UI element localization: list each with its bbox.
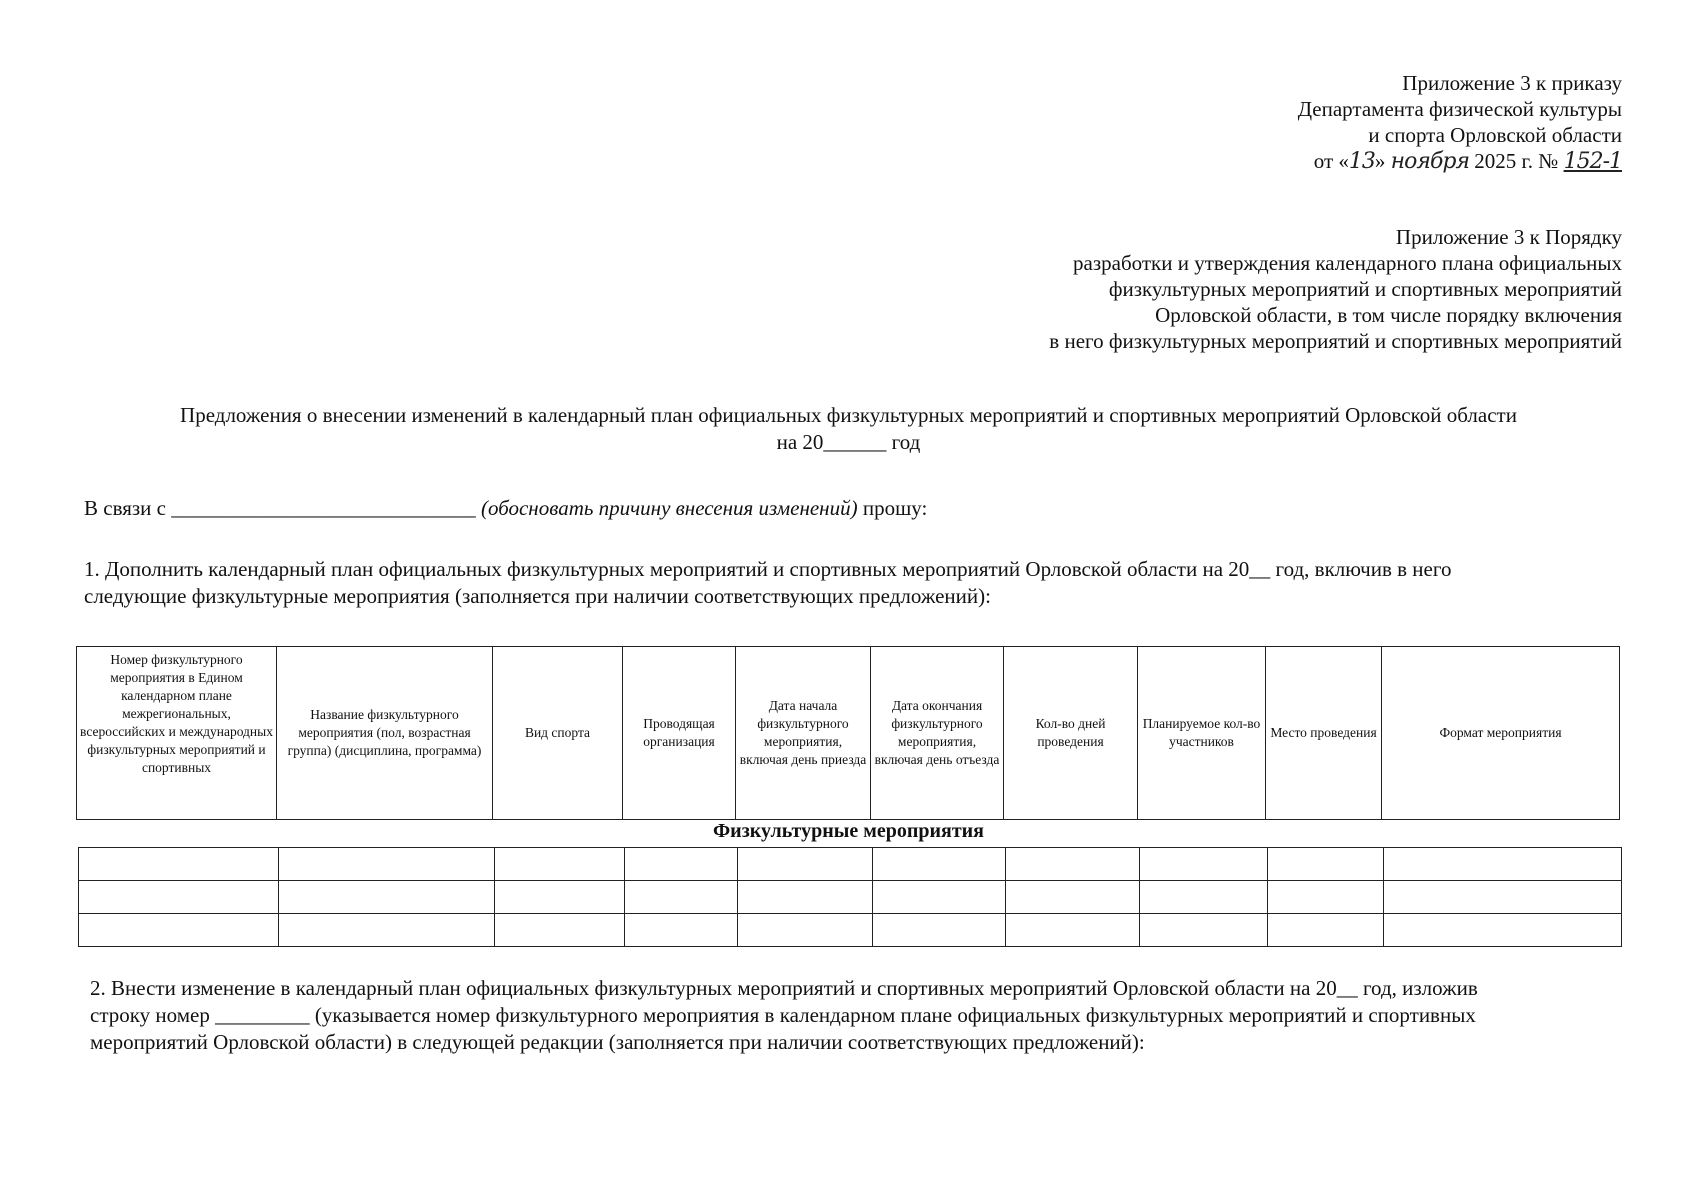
- table-cell[interactable]: [279, 881, 495, 914]
- order-date-prefix: от «: [1313, 149, 1349, 173]
- header-text-ekp-number: Номер физкультурного мероприятия в Едином календарном плане межрегиональных, всероссийских и международных физкультурных мероприятий и спортивных: [80, 652, 273, 775]
- reason-prefix: В связи с _____________________________: [84, 496, 476, 520]
- reason-suffix: прошу:: [862, 496, 928, 520]
- handwritten-order-number: 152-1: [1563, 149, 1622, 174]
- table-cell[interactable]: [1140, 881, 1268, 914]
- header-cell-ekp-number: [77, 647, 277, 820]
- procedure-line-4: Орловской области, в том числе порядку включения: [1155, 303, 1622, 327]
- table-cell[interactable]: [625, 848, 738, 881]
- order-appendix-line2: Департамента физической культуры: [1297, 97, 1622, 121]
- table-cell[interactable]: [625, 881, 738, 914]
- procedure-line-2: разработки и утверждения календарного плана официальных: [1073, 251, 1622, 275]
- handwritten-day: 13: [1348, 149, 1375, 174]
- table-cell[interactable]: [738, 848, 873, 881]
- header-cell-format: Формат мероприятия: [1382, 647, 1620, 820]
- table-cell[interactable]: [738, 914, 873, 947]
- table-cell[interactable]: [1006, 848, 1140, 881]
- order-year-number-label: 2025 г. №: [1474, 149, 1559, 173]
- table-row: [79, 881, 1622, 914]
- header-cell-organizer: Проводящая организация: [623, 647, 736, 820]
- table-cell[interactable]: [873, 848, 1006, 881]
- procedure-line-5: в него физкультурных мероприятий и спортивных мероприятий: [1049, 329, 1622, 353]
- table-cell[interactable]: [279, 848, 495, 881]
- table-cell[interactable]: [1140, 914, 1268, 947]
- item2-line1: 2. Внести изменение в календарный план официальных физкультурных мероприятий и спортивных мероприятий Орловской области на 20__ год, изложив: [90, 976, 1478, 1000]
- reason-italic-hint: (обосновать причину внесения изменений): [480, 496, 858, 520]
- table-cell[interactable]: [79, 881, 279, 914]
- table-cell[interactable]: [495, 914, 625, 947]
- table-cell[interactable]: [1384, 848, 1622, 881]
- item1-line2: следующие физкультурные мероприятия (заполняется при наличии соответствующих предложений):: [84, 584, 991, 608]
- table-cell[interactable]: [738, 881, 873, 914]
- order-day-close: »: [1374, 149, 1386, 173]
- header-cell-start-date: Дата начала физкультурного мероприятия, включая день приезда: [736, 647, 871, 820]
- handwritten-month: ноября: [1390, 149, 1470, 174]
- table-cell[interactable]: [625, 914, 738, 947]
- table-cell[interactable]: [1268, 914, 1384, 947]
- table-cell[interactable]: [873, 914, 1006, 947]
- table-cell[interactable]: [1384, 881, 1622, 914]
- order-appendix-line1: Приложение 3 к приказу: [1402, 71, 1622, 95]
- table-cell[interactable]: [279, 914, 495, 947]
- order-appendix-block: [1298, 70, 1622, 175]
- document-title-line2: на 20______ год: [776, 430, 921, 454]
- procedure-line-3: физкультурных мероприятий и спортивных мероприятий: [1108, 277, 1622, 301]
- header-row: [77, 647, 1620, 820]
- table-cell[interactable]: [1140, 848, 1268, 881]
- table-cell[interactable]: [495, 848, 625, 881]
- section-title-sport-events: Физкультурные мероприятия: [713, 820, 984, 842]
- header-cell-sport: Вид спорта: [493, 647, 623, 820]
- table-cell[interactable]: [79, 848, 279, 881]
- header-cell-days-count: Кол-во дней проведения: [1004, 647, 1138, 820]
- item2-line3: мероприятий Орловской области) в следующей редакции (заполняется при наличии соответствующих предложений):: [90, 1030, 1145, 1054]
- header-cell-venue: Место проведения: [1266, 647, 1382, 820]
- events-body-table: [78, 847, 1622, 947]
- document-title-line1: Предложения о внесении изменений в календарный план официальных физкультурных мероприятий и спортивных мероприятий Орловской области: [180, 403, 1517, 427]
- events-header-table: [76, 646, 1620, 820]
- procedure-line-1: Приложение 3 к Порядку: [1395, 225, 1622, 249]
- table-cell[interactable]: [1006, 914, 1140, 947]
- procedure-appendix-block: [1049, 224, 1622, 354]
- table-row: [79, 914, 1622, 947]
- header-cell-end-date: Дата окончания физкультурного мероприятия, включая день отъезда: [871, 647, 1004, 820]
- table-cell[interactable]: [79, 914, 279, 947]
- order-appendix-line3: и спорта Орловской области: [1368, 123, 1622, 147]
- table-cell[interactable]: [1384, 914, 1622, 947]
- header-cell-event-name: Название физкультурного мероприятия (пол, возрастная группа) (дисциплина, программа): [277, 647, 493, 820]
- table-cell[interactable]: [1268, 881, 1384, 914]
- header-cell-participants: Планируемое кол-во участников: [1138, 647, 1266, 820]
- table-cell[interactable]: [1268, 848, 1384, 881]
- item2-line2: строку номер _________ (указывается номер физкультурного мероприятия в календарном плане официальных физкультурных мероприятий и спортивных: [90, 1003, 1476, 1027]
- reason-line: [84, 495, 927, 522]
- order-date-line: [1298, 148, 1622, 175]
- table-cell[interactable]: [873, 881, 1006, 914]
- table-row: [79, 848, 1622, 881]
- item1-line1: 1. Дополнить календарный план официальных физкультурных мероприятий и спортивных мероприятий Орловской области на 20__ год, включив в него: [84, 557, 1452, 581]
- table-cell[interactable]: [495, 881, 625, 914]
- table-cell[interactable]: [1006, 881, 1140, 914]
